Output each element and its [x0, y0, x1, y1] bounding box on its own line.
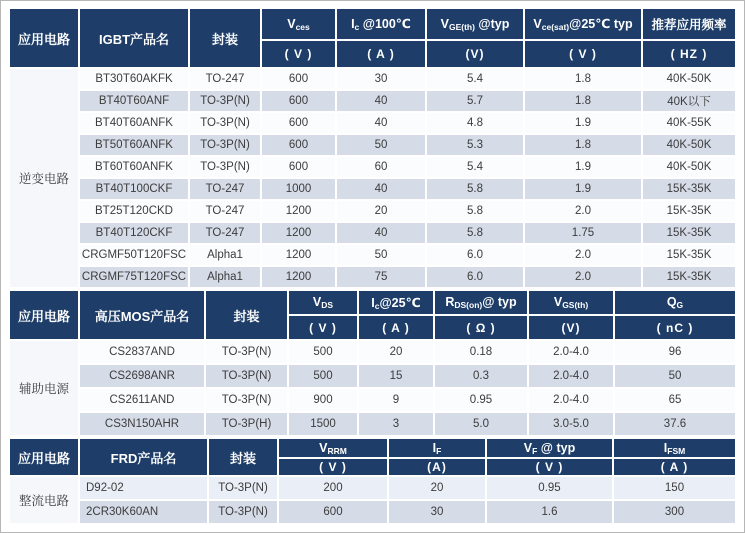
spec-value-cell: 0.18 [435, 341, 527, 363]
spec-value-cell: 2.0 [525, 267, 641, 287]
spec-value-cell: 1000 [262, 179, 335, 199]
spec-value-cell: 60 [337, 157, 425, 177]
spec-value-cell: TO-3P(N) [190, 135, 260, 155]
application-circuit-label: 整流电路 [10, 477, 78, 523]
product-name-cell: BT50T60ANFK [80, 135, 188, 155]
spec-value-cell: 1.9 [525, 157, 641, 177]
mos-section-table [8, 289, 737, 437]
param-subscript: GS(th) [562, 300, 589, 310]
header-unit: (V) [529, 316, 613, 339]
spec-value-cell: 1.75 [525, 223, 641, 243]
spec-value-cell: TO-247 [190, 223, 260, 243]
param-subscript: FSM [667, 445, 686, 456]
spec-value-cell: 600 [279, 501, 387, 523]
product-name-cell: 2CR30K60AN [80, 501, 207, 523]
igbt-section-table [8, 7, 737, 289]
header-param-vrrm [279, 439, 387, 457]
table-row [10, 179, 735, 199]
header-package: 封装 [206, 291, 287, 339]
table-row [10, 365, 735, 387]
param-suffix: @ typ [482, 295, 517, 309]
spec-value-cell: 0.3 [435, 365, 527, 387]
frd-section-table [8, 437, 737, 525]
spec-value-cell: 5.8 [427, 179, 523, 199]
spec-value-cell: 500 [289, 341, 357, 363]
header-package: 封装 [190, 9, 260, 67]
spec-value-cell: 2.0-4.0 [529, 389, 613, 411]
header-param-vf [487, 439, 612, 457]
product-name-cell: CRGMF50T120FSC [80, 245, 188, 265]
spec-value-cell: 1.9 [525, 113, 641, 133]
param-symbol: V [319, 440, 328, 455]
spec-value-cell: 0.95 [487, 477, 612, 499]
param-subscript: ces [295, 21, 310, 32]
header-unit: ( V ) [525, 41, 641, 67]
spec-value-cell: 0.95 [435, 389, 527, 411]
spec-value-cell: 1200 [262, 223, 335, 243]
param-subscript: ce(sat) [541, 22, 570, 32]
header-unit: ( V ) [262, 41, 335, 67]
header-unit: ( HZ ) [643, 41, 735, 67]
spec-value-cell: TO-3P(N) [190, 91, 260, 111]
spec-value-cell: TO-3P(N) [206, 341, 287, 363]
spec-value-cell: 1200 [262, 245, 335, 265]
spec-value-cell: 5.8 [427, 223, 523, 243]
frd-table-body [10, 477, 735, 523]
spec-value-cell: 6.0 [427, 245, 523, 265]
product-name-cell: BT25T120CKD [80, 201, 188, 221]
header-product-name: FRD产品名 [80, 439, 207, 475]
spec-value-cell: 500 [289, 365, 357, 387]
spec-value-cell: 15 [359, 365, 433, 387]
param-symbol: V [553, 295, 563, 309]
spec-value-cell: 15K-35K [643, 267, 735, 287]
param-symbol: I [663, 440, 668, 455]
spec-value-cell: 3 [359, 413, 433, 435]
product-name-cell: CS2698ANR [80, 365, 204, 387]
spec-value-cell: TO-247 [190, 201, 260, 221]
spec-value-cell: 15K-35K [643, 245, 735, 265]
param-subscript: RRM [327, 445, 347, 456]
spec-value-cell: 50 [337, 245, 425, 265]
param-symbol: I [351, 17, 355, 31]
table-row [10, 501, 735, 523]
header-param-ic [359, 291, 433, 314]
product-name-cell: BT40T100CKF [80, 179, 188, 199]
spec-value-cell: 1200 [262, 201, 335, 221]
header-unit: ( nC ) [615, 316, 735, 339]
spec-value-cell: 2.0-4.0 [529, 365, 613, 387]
spec-value-cell: 600 [262, 91, 335, 111]
spec-value-cell: 600 [262, 157, 335, 177]
header-unit: ( V ) [279, 459, 387, 475]
spec-value-cell: 5.4 [427, 157, 523, 177]
table-row [10, 201, 735, 221]
spec-value-cell: 1.6 [487, 501, 612, 523]
param-suffix: @ typ [537, 440, 576, 455]
spec-value-cell: 20 [389, 477, 485, 499]
header-unit: ( A ) [614, 459, 735, 475]
spec-value-cell: TO-3P(H) [206, 413, 287, 435]
param-subscript: DS(on) [454, 300, 483, 310]
spec-value-cell: Alpha1 [190, 267, 260, 287]
spec-value-cell: 65 [615, 389, 735, 411]
spec-value-cell: 900 [289, 389, 357, 411]
spec-value-cell: Alpha1 [190, 245, 260, 265]
product-name-cell: CS2611AND [80, 389, 204, 411]
param-subscript: GE(th) [448, 21, 475, 32]
spec-value-cell: TO-3P(N) [209, 477, 277, 499]
param-symbol: Q [666, 295, 677, 309]
spec-value-cell: 2.0-4.0 [529, 341, 613, 363]
header-unit: (V) [427, 41, 523, 67]
header-unit: ( A ) [359, 316, 433, 339]
spec-value-cell: TO-247 [190, 179, 260, 199]
header-param-qg [615, 291, 735, 314]
spec-value-cell: TO-3P(N) [206, 389, 287, 411]
product-name-cell: BT40T120CKF [80, 223, 188, 243]
spec-value-cell: 40K-50K [643, 69, 735, 89]
table-row [10, 413, 735, 435]
param-symbol: V [523, 440, 533, 455]
param-symbol: I [432, 440, 437, 455]
spec-value-cell: 40K-50K [643, 157, 735, 177]
spec-value-cell: 150 [614, 477, 735, 499]
param-subscript: G [676, 300, 684, 310]
spec-value-cell: TO-247 [190, 69, 260, 89]
header-unit: (A) [389, 459, 485, 475]
spec-value-cell: 5.8 [427, 201, 523, 221]
header-unit: ( V ) [487, 459, 612, 475]
table-row [10, 389, 735, 411]
param-symbol: I [371, 295, 375, 310]
param-suffix: @100℃ [359, 17, 411, 31]
spec-value-cell: 2.0 [525, 201, 641, 221]
header-application-circuit: 应用电路 [10, 9, 78, 67]
spec-value-cell: 40 [337, 113, 425, 133]
spec-value-cell: 20 [337, 201, 425, 221]
spec-value-cell: 5.7 [427, 91, 523, 111]
param-symbol: 推荐应用频率 [651, 18, 727, 32]
table-row [10, 113, 735, 133]
header-unit: ( Ω ) [435, 316, 527, 339]
param-symbol: V [287, 16, 296, 31]
spec-value-cell: 1.8 [525, 69, 641, 89]
spec-value-cell: TO-3P(N) [206, 365, 287, 387]
product-name-cell: BT60T60ANFK [80, 157, 188, 177]
table-row [10, 157, 735, 177]
spec-value-cell: 75 [337, 267, 425, 287]
spec-value-cell: 600 [262, 69, 335, 89]
param-subscript: c [354, 22, 360, 32]
spec-value-cell: 15K-35K [643, 223, 735, 243]
param-symbol: V [312, 295, 322, 309]
spec-value-cell: 1500 [289, 413, 357, 435]
product-name-cell: CRGMF75T120FSC [80, 267, 188, 287]
spec-value-cell: 6.0 [427, 267, 523, 287]
spec-value-cell: 40 [337, 91, 425, 111]
spec-value-cell: 30 [389, 501, 485, 523]
spec-value-cell: 600 [262, 135, 335, 155]
header-product-name: IGBT产品名 [80, 9, 188, 67]
param-symbol: R [445, 295, 455, 309]
spec-value-cell: 50 [615, 365, 735, 387]
spec-value-cell: 1.8 [525, 135, 641, 155]
param-symbol: V [533, 17, 542, 31]
spec-value-cell: 4.8 [427, 113, 523, 133]
table-row [10, 477, 735, 499]
spec-value-cell: 5.4 [427, 69, 523, 89]
param-suffix: @typ [474, 16, 510, 31]
spec-value-cell: 15K-35K [643, 201, 735, 221]
header-application-circuit: 应用电路 [10, 439, 78, 475]
spec-value-cell: 40 [337, 179, 425, 199]
header-product-name: 高压MOS产品名 [80, 291, 204, 339]
header-application-circuit: 应用电路 [10, 291, 78, 339]
header-unit: ( V ) [289, 316, 357, 339]
application-circuit-label: 逆变电路 [10, 69, 78, 287]
spec-value-cell: 300 [614, 501, 735, 523]
product-name-cell: CS3N150AHR [80, 413, 204, 435]
spec-value-cell: 40K-50K [643, 135, 735, 155]
header-param-ic [337, 9, 425, 39]
header-param-vces [262, 9, 335, 39]
spec-value-cell: 20 [359, 341, 433, 363]
param-suffix: @25℃ typ [569, 17, 633, 31]
spec-value-cell: 2.0 [525, 245, 641, 265]
spec-value-cell: 5.0 [435, 413, 527, 435]
param-subscript: F [532, 445, 538, 456]
header-param-frequency [643, 9, 735, 39]
spec-value-cell: 40K-55K [643, 113, 735, 133]
application-circuit-label: 辅助电源 [10, 341, 78, 435]
table-row [10, 223, 735, 243]
spec-value-cell: 1.9 [525, 179, 641, 199]
param-subscript: DS [321, 300, 334, 310]
spec-value-cell: TO-3P(N) [190, 157, 260, 177]
igbt-table-body [10, 69, 735, 287]
spec-value-cell: 40 [337, 223, 425, 243]
param-symbol: V [440, 16, 449, 31]
spec-value-cell: 1200 [262, 267, 335, 287]
product-name-cell: D92-02 [80, 477, 207, 499]
spec-value-cell: 40K以下 [643, 91, 735, 111]
header-param-ifsm [614, 439, 735, 457]
spec-value-cell: 15K-35K [643, 179, 735, 199]
mos-table-body [10, 341, 735, 435]
spec-value-cell: 200 [279, 477, 387, 499]
spec-value-cell: 30 [337, 69, 425, 89]
table-row [10, 69, 735, 89]
header-param-vgeth [427, 9, 523, 39]
header-package: 封装 [209, 439, 277, 475]
param-subscript: c [374, 300, 380, 311]
spec-value-cell: TO-3P(N) [190, 113, 260, 133]
param-suffix: @25℃ [379, 295, 421, 310]
header-param-vgsth [529, 291, 613, 314]
spec-value-cell: 96 [615, 341, 735, 363]
header-param-if [389, 439, 485, 457]
spec-value-cell: 3.0-5.0 [529, 413, 613, 435]
spec-value-cell: 1.8 [525, 91, 641, 111]
header-unit: ( A ) [337, 41, 425, 67]
spec-value-cell: 5.3 [427, 135, 523, 155]
product-name-cell: BT40T60ANFK [80, 113, 188, 133]
spec-value-cell: 600 [262, 113, 335, 133]
spec-value-cell: 37.6 [615, 413, 735, 435]
table-row [10, 91, 735, 111]
table-row [10, 245, 735, 265]
spec-value-cell: TO-3P(N) [209, 501, 277, 523]
table-row [10, 267, 735, 287]
table-row [10, 135, 735, 155]
product-name-cell: BT40T60ANF [80, 91, 188, 111]
header-param-vds [289, 291, 357, 314]
spec-value-cell: 9 [359, 389, 433, 411]
spec-value-cell: 50 [337, 135, 425, 155]
param-subscript: F [436, 445, 442, 456]
product-name-cell: CS2837AND [80, 341, 204, 363]
product-name-cell: BT30T60AKFK [80, 69, 188, 89]
header-param-vcesat [525, 9, 641, 39]
table-row [10, 341, 735, 363]
header-param-rdson [435, 291, 527, 314]
